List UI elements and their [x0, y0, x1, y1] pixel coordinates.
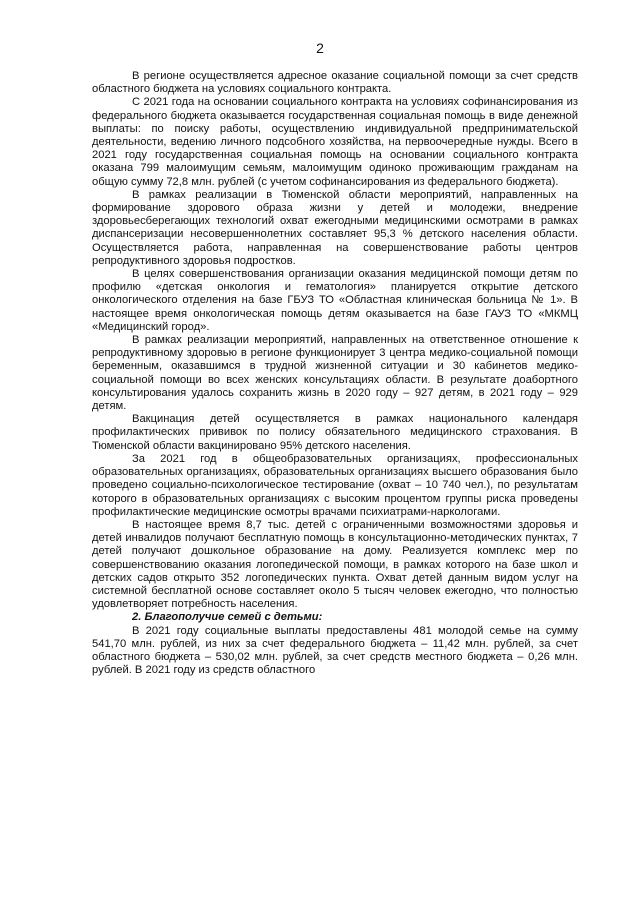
paragraph-disabled-children: В настоящее время 8,7 тыс. детей с ограниченными возможностями здоровья и детей инвалидов получают бесплатную помощь в консультационно-методических пунктах, 7 детей получают дошкольное образование на дому. Реализуется комплекс мер по совершенствованию оказания логопедической помощи, в рамках которого на базе школ и детских садов открыто 352 логопедических пункта. Охват детей данным видом услуг на системной бесплатной основе составляет около 5 тысяч человек ежегодно, что полностью удовлетворяет потребность населения. [92, 518, 578, 611]
paragraph-oncology: В целях совершенствования организации оказания медицинской помощи детям по профилю «детская онкология и гематология» планируется открытие детского онкологического отделения на базе ГБУЗ ТО «Областная клиническая больница № 1». В настоящее время онкологическая помощь детям оказывается на базе ГАУЗ ТО «МКМЦ «Медицинский город». [92, 268, 578, 333]
paragraph-social-contract: С 2021 года на основании социального контракта на условиях софинансирования из федерального бюджета оказывается государственная социальная помощь в виде денежной выплаты: по поиску работы, осуществлению индивидуальной предпринимательской деятельности, ведению личного подсобного хозяйства, на первоочередные нужды. Всего в 2021 году государственная социальная помощь на основании социального контракта оказана 799 малоимущим семьям, малоимущим одиноко проживающим гражданам на общую сумму 72,8 млн. рублей (с учетом софинансирования из федерального бюджета). [92, 96, 578, 188]
document-body [92, 70, 578, 677]
section-heading: 2. Благополучие семей с детьми: [132, 611, 323, 624]
paragraph-health-checkups: В рамках реализации в Тюменской области мероприятий, направленных на формирование здорового образа жизни у детей и молодежи, внедрение здоровьесберегающих технологий охват ежегодными медицинскими осмотрами в рамках диспансеризации несовершеннолетних составляет 95,3 % детского населения области. Осуществляется работа, направленная на совершенствование работы центров репродуктивного здоровья подростков. [92, 188, 578, 267]
paragraph-vaccination: Вакцинация детей осуществляется в рамках национального календаря профилактических прививок по полису обязательного медицинского страхования. В Тюменской области вакцинировано 95% детского населения. [92, 413, 578, 452]
page-number: 2 [316, 40, 324, 56]
paragraph-reproductive-health: В рамках реализации мероприятий, направленных на ответственное отношение к репродуктивному здоровью в регионе функционирует 3 центра медико-социальной помощи беременным, оказавшимся в трудной жизненной ситуации и 30 кабинетов медико-социальной помощи во всех женских консультациях области. В результате доабортного консультирования удалось сохранить жизнь в 2020 году – 927 детям, в 2021 году – 929 детям. [92, 334, 578, 413]
paragraph-testing: За 2021 год в общеобразовательных организациях, профессиональных образовательных организациях, образовательных организациях высшего образования было проведено социально-психологическое тестирование (охват – 10 740 чел.), по результатам которого в образовательных организациях с высоким процентом группы риска проведены профилактические медицинские осмотры врачами психиатрами-наркологами. [92, 452, 578, 518]
paragraph-young-families: В 2021 году социальные выплаты предоставлены 481 молодой семье на сумму 541,70 млн. рублей, из них за счет федерального бюджета – 11,42 млн. рублей, за счет областного бюджета – 530,02 млн. рублей, за счет средств местного бюджета – 0,26 млн. рублей. В 2021 году из средств областного [92, 624, 578, 677]
paragraph-social-assistance: В регионе осуществляется адресное оказание социальной помощи за счет средств областного бюджета на условиях социального контракта. [92, 70, 578, 96]
